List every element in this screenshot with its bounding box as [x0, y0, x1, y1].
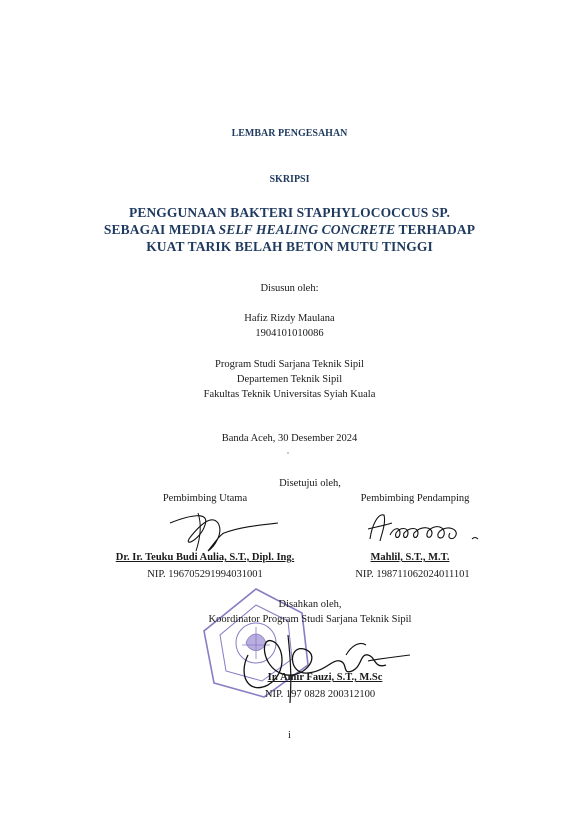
- main-supervisor-nip: NIP. 196705291994031001: [147, 569, 263, 580]
- page-number: i: [288, 730, 291, 741]
- main-supervisor-signature: [150, 505, 290, 555]
- thesis-title-line-3: KUAT TARIK BELAH BETON MUTU TINGGI: [146, 239, 433, 254]
- scan-speck: [287, 452, 289, 454]
- coordinator-name: Ir. Amir Fauzi, S.T., M.Sc: [267, 672, 383, 683]
- title-line-2-post: TERHADAP: [395, 222, 476, 237]
- coordinator-nip: NIP. 197 0828 200312100: [264, 689, 376, 700]
- study-program: Program Studi Sarjana Teknik Sipil: [215, 359, 364, 370]
- place-date: Banda Aceh, 30 Desember 2024: [221, 433, 358, 444]
- approval-sheet-heading: LEMBAR PENGESAHAN: [231, 128, 348, 139]
- main-supervisor-name: Dr. Ir. Teuku Budi Aulia, S.T., Dipl. Ing.: [115, 552, 295, 563]
- main-supervisor-role: Pembimbing Utama: [162, 493, 248, 504]
- coordinator-role: Koordinator Program Studi Sarjana Teknik Sipil: [208, 614, 412, 625]
- co-supervisor-name: Mahlil, S.T., M.T.: [370, 552, 450, 563]
- approved-by-label: Disetujui oleh,: [279, 478, 341, 489]
- co-supervisor-nip: NIP. 198711062024011101: [355, 569, 470, 580]
- title-line-2-pre: SEBAGAI MEDIA: [103, 222, 219, 237]
- compiled-by-label: Disusun oleh:: [260, 283, 319, 294]
- thesis-title: [0, 204, 579, 255]
- author-name: Hafiz Rizdy Maulana: [244, 313, 335, 324]
- department: Departemen Teknik Sipil: [236, 374, 343, 385]
- co-supervisor-role: Pembimbing Pendamping: [360, 493, 470, 504]
- ratified-by-label: Disahkan oleh,: [278, 599, 342, 610]
- author-nim: 1904101010086: [255, 328, 324, 339]
- thesis-title-line-2: [0, 221, 579, 238]
- co-supervisor-signature: [360, 505, 500, 550]
- title-line-2-italic: SELF HEALING CONCRETE: [218, 222, 396, 237]
- skripsi-heading: SKRIPSI: [269, 174, 310, 185]
- faculty: Fakultas Teknik Universitas Syiah Kuala: [203, 389, 376, 400]
- thesis-title-line-1: PENGGUNAAN BAKTERI STAPHYLOCOCCUS SP.: [129, 205, 450, 220]
